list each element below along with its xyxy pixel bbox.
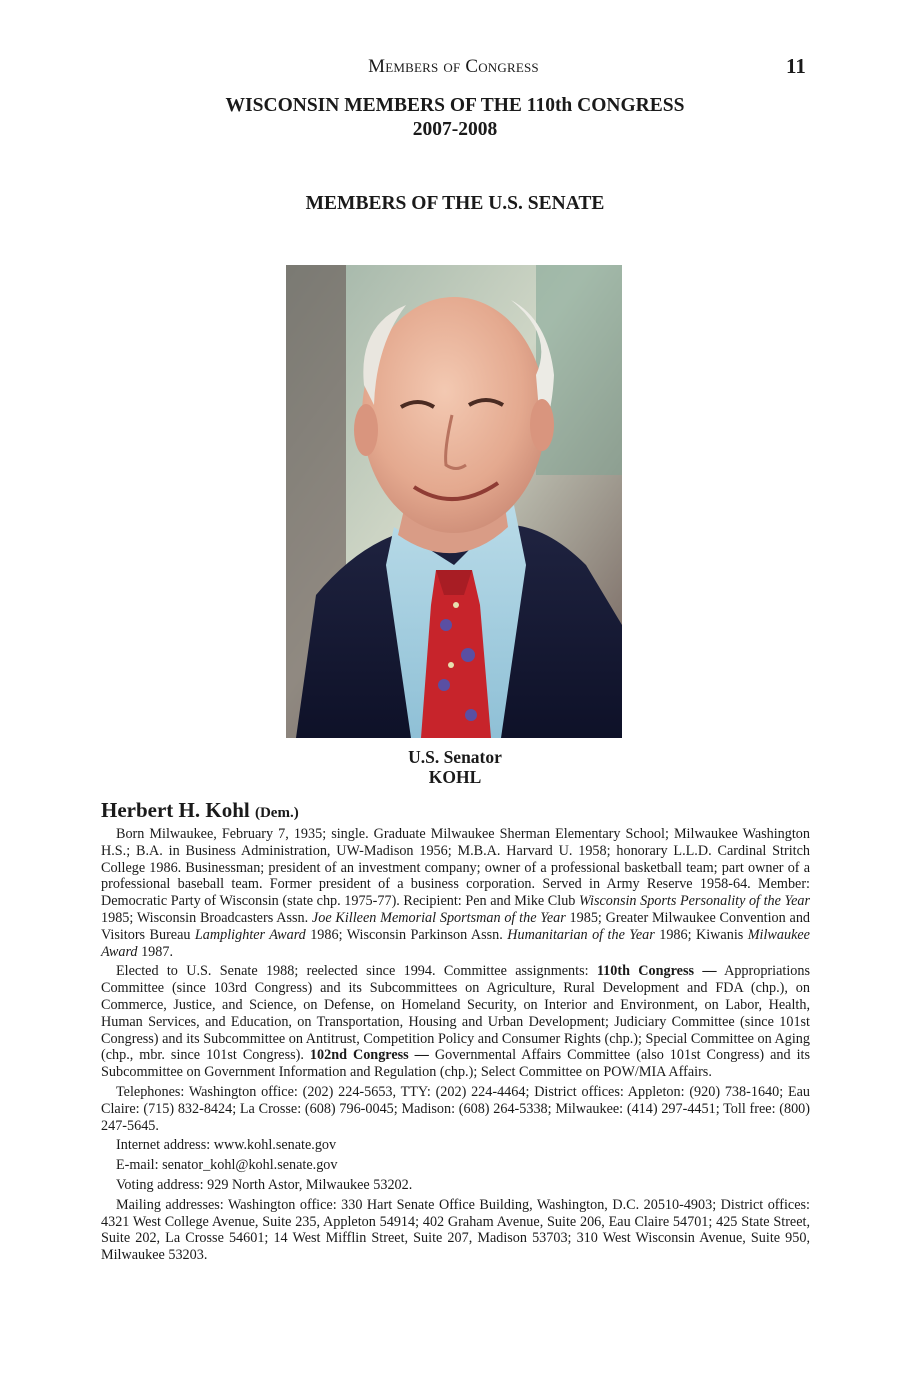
portrait-illustration: [286, 265, 622, 738]
running-head: Members of Congress: [368, 56, 539, 77]
bio-internet-address: Internet address: www.kohl.senate.gov: [116, 1137, 337, 1154]
bio-text: 1986; Kiwanis: [654, 926, 748, 943]
award-title: Wisconsin Sports Personality of the Year: [578, 893, 810, 910]
bio-text: Governmental Affairs Committee (also 101st Congress) and its Subcommittee on Government Information and Regulation (chp.); Select Committee on POW/MIA Affairs.: [101, 1047, 810, 1081]
senator-portrait-photo: [286, 265, 622, 738]
award-title: Milwaukee Award: [101, 926, 810, 960]
bio-text: 1986; Wisconsin Parkinson Assn.: [305, 926, 508, 943]
bio-text: Born Milwaukee, February 7, 1935; single. Graduate Milwaukee Sherman Elementary School; Milwaukee Washington H.S.; B.A. in Business Administration, UW-Madison 1956; M.B.A. Harvard U. 1958; honorary L.L.D. Cardinal Stritch College 1986. Businessman; president of an investment company; owner of a professional basketball team; part owner of a professional baseball team. Former president of a business corporation. Served in Army Reserve 1958-64. Member: Democratic Party of Wisconsin (state chp. 1975-77). Recipient: Pen and Mike Club: [101, 826, 810, 910]
page-number: 11: [786, 54, 806, 78]
award-title: Joe Killeen Memorial Sportsman of the Year: [311, 909, 566, 926]
bio-voting-address: Voting address: 929 North Astor, Milwaukee 53202.: [116, 1176, 413, 1193]
bio-text: 1987.: [137, 943, 173, 960]
congress-label: 102nd Congress —: [309, 1047, 429, 1064]
congress-label: 110th Congress —: [596, 963, 717, 980]
bio-text: 1985; Wisconsin Broadcasters Assn.: [101, 909, 312, 926]
caption-title: U.S. Senator: [408, 747, 502, 767]
award-title: Humanitarian of the Year: [507, 926, 655, 943]
title-line-2: 2007-2008: [412, 119, 498, 140]
bio-text: 1985; Greater Milwaukee Convention and Visitors Bureau: [101, 909, 811, 943]
page-title: [0, 94, 907, 142]
section-title: MEMBERS OF THE U.S. SENATE: [305, 193, 605, 214]
title-line-1: WISCONSIN MEMBERS OF THE 110th CONGRESS: [225, 95, 685, 116]
bio-text: Elected to U.S. Senate 1988; reelected since 1994. Committee assignments:: [116, 963, 597, 980]
photo-caption: [0, 747, 907, 787]
bio-mailing-addresses: Mailing addresses: Washington office: 330 Hart Senate Office Building, Washington, D.C. 20510-4903; District offices: 4321 West College Avenue, Suite 235, Appleton 54914; 402 Graham Avenue, Suite 206, Eau Claire 54701; 425 State Street, Suite 202, La Crosse 54601; 14 West Mifflin Street, Suite 207, Madison 53703; 310 West Wisconsin Avenue, Suite 950, Milwaukee 53203.: [101, 1196, 810, 1264]
award-title: Lamplighter Award: [194, 926, 306, 943]
bio-paragraph-committees: [101, 963, 810, 1081]
caption-name: KOHL: [428, 767, 482, 787]
bio-email: E-mail: senator_kohl@kohl.senate.gov: [116, 1157, 338, 1174]
member-party: (Dem.): [254, 805, 299, 821]
bio-text: Appropriations Committee (since 103rd Congress) and its Subcommittees on Agriculture, Rural Development and FDA (chp.), on Commerce, Justice, and Science, on Defense, on Homeland Security, on Interior and Environment, on Labor, Health, Human Services, and Education, on Transportation, Housing and Urban Development; Judiciary Committee (since 101st Congress) and its Subcommittee on Antitrust, Competition Policy and Consumer Rights (chp.); Special Committee on Aging (chp., mbr. since 101st Congress).: [101, 963, 810, 1064]
bio-paragraph-personal: [101, 826, 810, 960]
member-name: Herbert H. Kohl: [101, 798, 250, 822]
biography: [101, 826, 810, 1267]
member-name-heading: [101, 798, 299, 823]
bio-telephones: Telephones: Washington office: (202) 224-5653, TTY: (202) 224-4464; District offices: Appleton: (920) 738-1640; Eau Claire: (715) 832-8424; La Crosse: (608) 796-0045; Madison: (608) 264-5338; Milwaukee: (414) 297-4451; Toll free: (800) 247-5645.: [101, 1083, 810, 1134]
